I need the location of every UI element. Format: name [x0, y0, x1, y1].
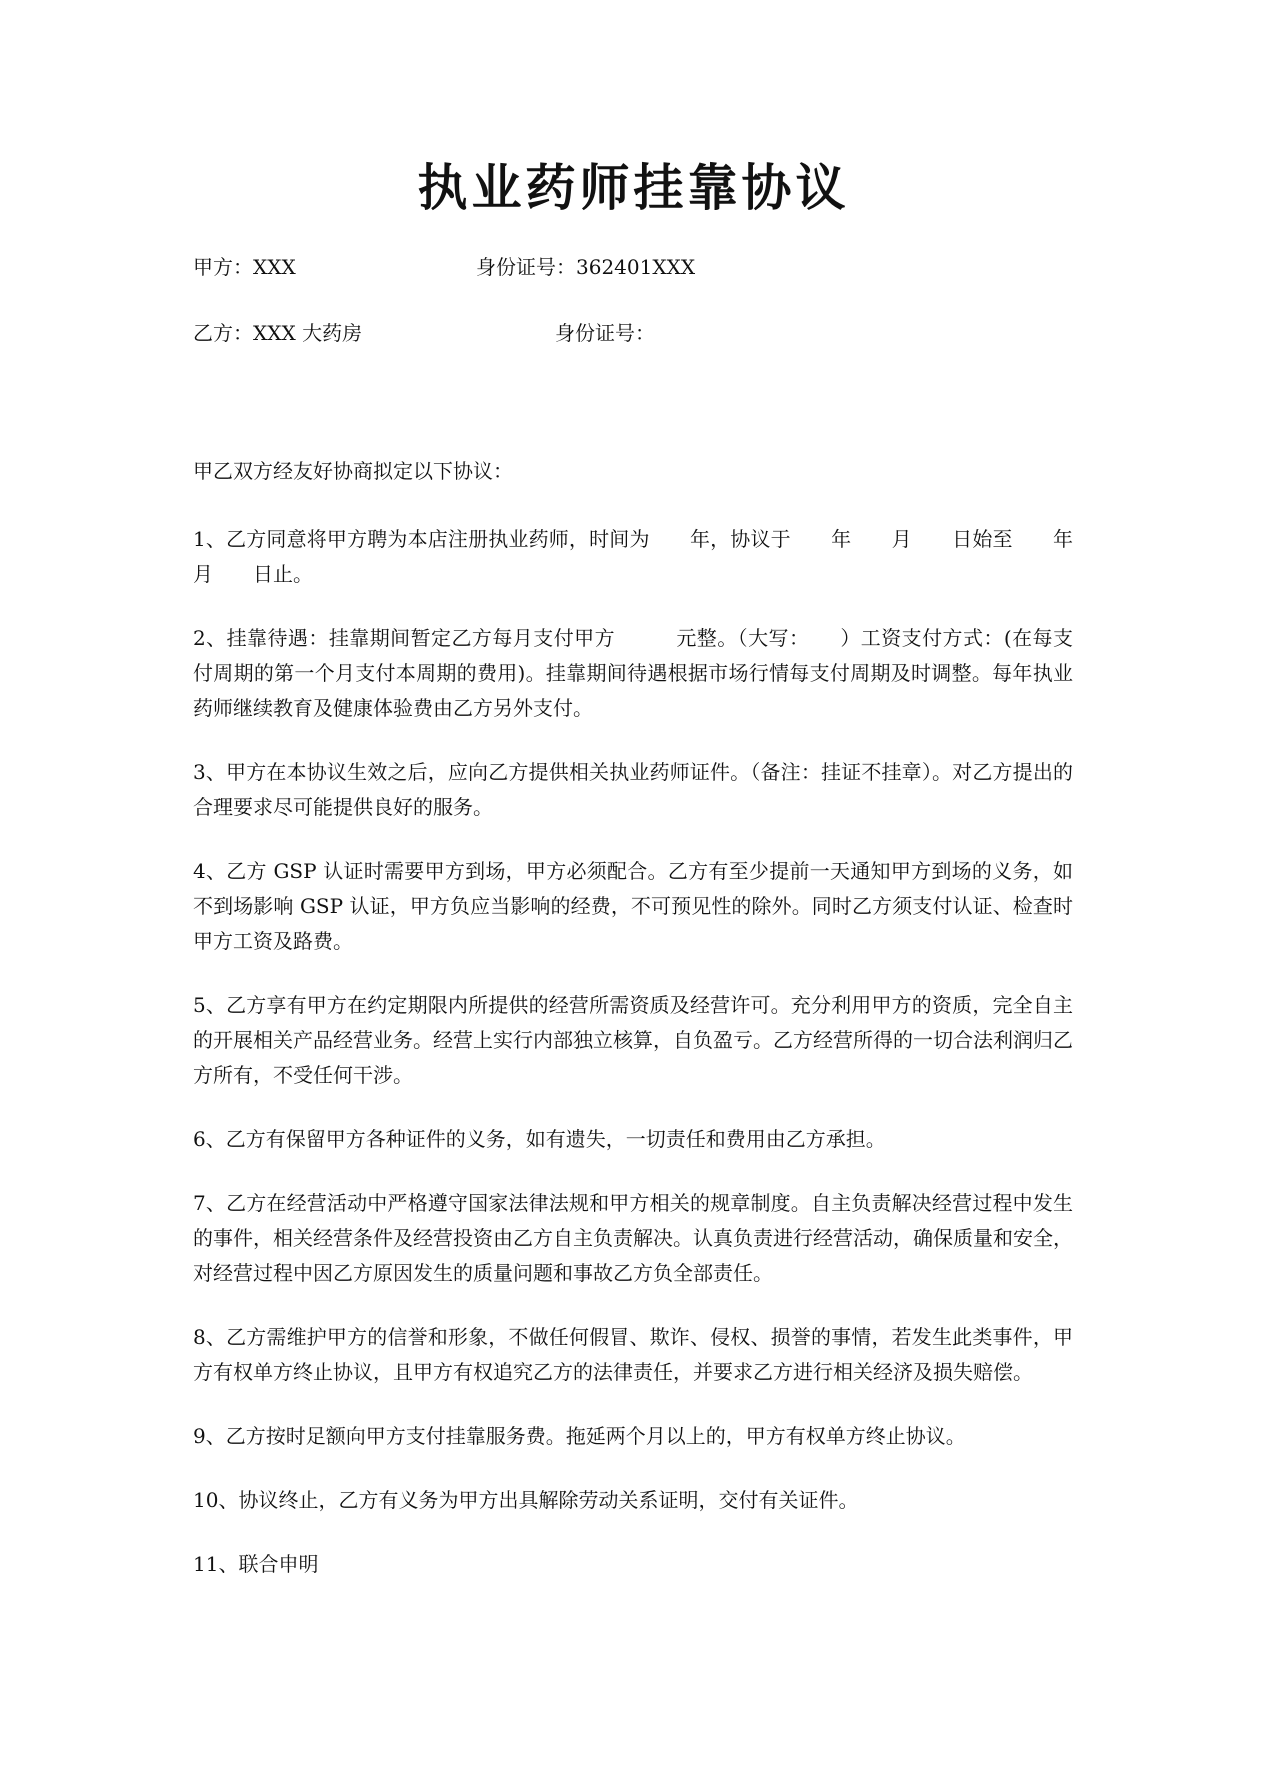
clause-3: 3、甲方在本协议生效之后，应向乙方提供相关执业药师证件。（备注：挂证不挂章）。对乙方提出的合理要求尽可能提供良好的服务。 — [193, 760, 1073, 819]
clause-8: 8、乙方需维护甲方的信誉和形象，不做任何假冒、欺诈、侵权、损誉的事情，若发生此类事件，甲方有权单方终止协议，且甲方有权追究乙方的法律责任，并要求乙方进行相关经济及损失赔偿。 — [193, 1325, 1073, 1384]
agreement-intro: 甲乙双方经友好协商拟定以下协议： — [193, 459, 513, 483]
document-title: 执业药师挂靠协议 — [417, 158, 850, 217]
party-b-id: 身份证号： — [555, 321, 655, 345]
clause-list — [193, 522, 1113, 1611]
clause-2: 2、挂靠待遇：挂靠期间暂定乙方每月支付甲方 元整。（大写： ）工资支付方式：(在每支付周期的第一个月支付本周期的费用)。挂靠期间待遇根据市场行情每支付周期及时调整。每年执业药师继续教育及健康体验费由乙方另外支付。 — [193, 626, 1073, 720]
clause-10: 10、协议终止，乙方有义务为甲方出具解除劳动关系证明，交付有关证件。 — [193, 1488, 859, 1512]
clause-5: 5、乙方享有甲方在约定期限内所提供的经营所需资质及经营许可。充分利用甲方的资质，完全自主的开展相关产品经营业务。经营上实行内部独立核算，自负盈亏。乙方经营所得的一切合法利润归乙方所有，不受任何干涉。 — [193, 993, 1073, 1087]
clause-1: 1、乙方同意将甲方聘为本店注册执业药师，时间为 年，协议于 年 月 日始至 年 月 日止。 — [193, 527, 1113, 586]
clause-7: 7、乙方在经营活动中严格遵守国家法律法规和甲方相关的规章制度。自主负责解决经营过程中发生的事件，相关经营条件及经营投资由乙方自主负责解决。认真负责进行经营活动，确保质量和安全，对经营过程中因乙方原因发生的质量问题和事故乙方负全部责任。 — [193, 1191, 1073, 1285]
party-a-label: 甲方：XXX — [193, 255, 296, 279]
clause-6: 6、乙方有保留甲方各种证件的义务，如有遗失，一切责任和费用由乙方承担。 — [193, 1127, 886, 1151]
clause-4: 4、乙方 GSP 认证时需要甲方到场，甲方必须配合。乙方有至少提前一天通知甲方到场的义务，如不到场影响 GSP 认证，甲方负应当影响的经费，不可预见性的除外。同时乙方须支付认证、检查时甲方工资及路费。 — [193, 859, 1073, 953]
clause-9: 9、乙方按时足额向甲方支付挂靠服务费。拖延两个月以上的，甲方有权单方终止协议。 — [193, 1424, 966, 1448]
clause-11: 11、联合申明 — [193, 1552, 319, 1576]
party-b-label: 乙方：XXX 大药房 — [193, 321, 363, 345]
party-a-id: 身份证号：362401XXX — [476, 255, 696, 279]
